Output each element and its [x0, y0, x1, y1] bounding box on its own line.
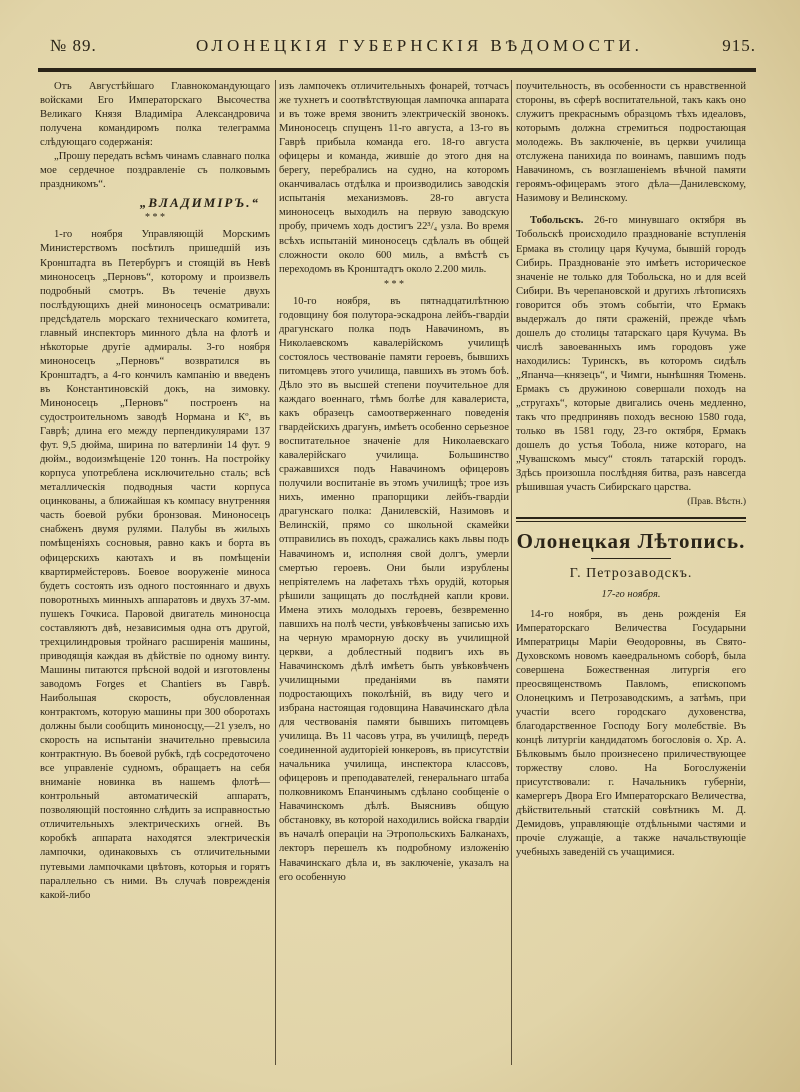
title-underline	[591, 558, 671, 559]
article-tobolsk	[516, 214, 746, 495]
section-rule	[516, 517, 746, 522]
page-number: 915.	[722, 36, 756, 55]
telegram-text: „Прошу передать всѣмъ чинамъ славнаго полка мое сердечное поздравленіе съ полковымъ праздникомъ“.	[40, 151, 270, 191]
header-rule	[38, 68, 756, 72]
article-pernov-continued: изъ лампочекъ отличительныхъ фонарей, тотчасъ же тухнетъ и соотвѣтствующая лампочка аппарата и въ тоже время звонитъ электрическій звонокъ. Миноносецъ спущенъ 11-го августа, а 13-го въ Гаврѣ прибыла команда его. 18-го августа офицеры и команда, жившіе до этого дня на берегу, перебрались на судно, на которомъ оканчивалась отдѣлка и производились заводскія испытанія механизмовъ. 28-го августа миноносецъ выходилъ на первую заводскую пробу, причемъ ходъ достигъ 22³/₄ узла. Во время всѣхъ испытаній миноносецъ сдѣлалъ въ общей сложности около 600 миль, а вмѣстѣ съ переходомъ въ Кронштадтъ около 2.200 миль.	[279, 81, 509, 275]
article-petrozavodsk: 14-го ноября, въ день рожденія Ея Императорскаго Величества Государыни Императрицы Маріи Ѳеодоровны, въ Свято-Духовскомъ новомъ каѳедральномъ соборѣ, была совершена Божественная литургія его преосвященствомъ Павломъ, епископомъ Олонецкимъ и Петрозаводскимъ, а затѣмъ, при участіи всего городскаго духовенства, благодарственное Господу Богу молебствіе. Въ концѣ литургіи кандидатомъ богословія о. Хр. А. Бѣлковымъ было произнесено приличествующее торжеству слово. На Богослуженіи присутствовали: г. Начальникъ губерніи, камергеръ Двора Его Императорскаго Величества, дѣйствительный статскій совѣтникъ М. Д. Демидовъ, управляющіе отдѣльными частями и прочіе служащіе, а также начальствующіе учебныхъ заведеній съ учащимися.	[516, 608, 746, 859]
issue-number: № 89.	[50, 36, 97, 55]
article-navachin: 10-го ноября, въ пятнадцатилѣтнюю годовщину боя полутора-эскадрона лейбъ-гвардіи драгунскаго полка подъ Навачиномъ, въ Николаевскомъ кавалерійскомъ училищѣ состоялось чествованіе памяти героевъ, бывшихъ питомцевъ этого училища, павшихъ въ этомъ боѣ. Дѣло это въ высшей степени поучительное для каждаго военнаго, тѣмъ болѣе для кавалериста, какъ образецъ самоотверженнаго поведенія гвардейскихъ драгунъ, имѣетъ особенно серьезное воспитательное значеніе для Николаевскаго кавалерійскаго училища. Большинство сражавшихся подъ Навачиномъ офицеровъ получили воспитаніе въ этомъ училищѣ; трое изъ нихъ, именно прапорщики лейбъ-гвардіи драгунскаго полка: Данилевскій, Назимовъ и Велинскій, прямо со школьной скамейки отправились въ походъ, сражались какъ львы подъ Навачиномъ и, исполняя свой долгъ, умерли смертью героевъ. Они были изрублены непріятелемъ на лафетахъ тѣхъ орудій, которыя рѣшили защищать до послѣдней капли крови. Имена этихъ молодыхъ героевъ, безвременно павшихъ на полѣ чести, увѣковѣчены записью ихъ на черную мраморную доску въ училищной церкви, а доблестный подвигъ ихъ въ Навачинскомъ дѣлѣ имѣетъ быть увѣковѣченъ училищными преданіями въ памяти подростающихъ поколѣній, въ виду чего и избрана настоящая годовщина Навачинскаго дѣла для чествованія памяти бывшихъ питомцевъ училища. Въ 11 часовъ утра, въ училищѣ, передъ соединенной аудиторіей юнкеровъ, въ присутствіи начальника училища, инспектора классовъ, офицеровъ и преподавателей, генеральнаго штаба полковникомъ Епанчинымъ сдѣлано сообщеніе о Навачинскомъ дѣлѣ. Выяснивъ общую обстановку, въ которой находились войска гвардіи въ началѣ операціи на Этропольскихъ Балканахъ, лекторъ перешелъ къ подробному изложенію Навачинскаго дѣла и, въ заключеніе, указалъ на его особенную	[279, 295, 509, 883]
column-2	[279, 80, 509, 885]
column-3	[516, 80, 746, 860]
telegram-intro: Отъ Августѣйшаго Главнокомандующаго войсками Его Императорскаго Высочества Великаго Князя Владиміра Александровича получена командиромъ полка телеграмма слѣдующаго содержанія:	[40, 81, 270, 149]
telegram-signature: „ВЛАДИМІРЪ.“	[139, 195, 260, 211]
article-navachin-continued: поучительность, въ особенности съ нравственной стороны, въ сферѣ воспитательной, такъ какъ оно служитъ прекраснымъ образцомъ тѣхъ идеаловъ, которымъ должна стремиться подростающая молодежь. Въ заключеніе, въ церкви училища отслужена панихида по воинамъ, павшимъ подъ Навачиномъ, съ возглашеніемъ вѣчной памяти героямъ-офицерамъ этого дѣла—Данилевскому, Назимову и Велинскому.	[516, 81, 746, 205]
column-divider	[275, 80, 276, 1065]
city-heading: Г. Петрозаводскъ.	[569, 566, 693, 582]
column-divider	[511, 80, 512, 1065]
section-asterisks: * * *	[145, 212, 165, 224]
page-header	[36, 36, 756, 60]
tobolsk-text: 26-го минувшаго октября въ Тобольскѣ происходило празднованіе вступленія Ермака въ столицу царя Кучума, бывшій городъ Сибирь. Празднованіе это имѣетъ историческое значеніе не только для Тобольска, но и для всей Сибири. Въ черепановской и другихъ лѣтописяхъ говорится объ этомъ событіи, что Ермакъ выдержалъ до пяти сраженій, прежде чѣмъ дошелъ до столицы татарскаго царя Кучума. Въ числѣ завоеванныхъ имъ городовъ уже находились: Туринскъ, въ которомъ сидѣлъ „Япанча—князецъ“, и Чимги, нынѣшняя Тюмень. Ермакъ съ дружиною совершали походъ на „стругахъ“, которые двигались очень медленно, такъ что предпринявъ походъ весною 1580 года, только въ 1581 году, 23-го октября, Ермакъ дошелъ до устья Тобола, ниже котораго, на „Чувашскомъ мысу“ стоялъ татарскій городъ. Здѣсь произошла послѣдняя битва, разъ навсегда рѣшившая участь Сибирскаго царства.	[516, 215, 747, 494]
newspaper-title: ОЛОНЕЦКІЯ ГУБЕРНСКІЯ ВѢДОМОСТИ.	[196, 36, 643, 55]
tobolsk-heading: Тобольскъ.	[530, 215, 584, 227]
section-asterisks: * * *	[384, 278, 404, 290]
column-1	[40, 80, 270, 903]
section-title: Олонецкая Лѣтопись.	[516, 529, 746, 554]
dateline: 17-го ноября.	[601, 588, 661, 600]
article-pernov: 1-го ноября Управляющій Морскимъ Министерствомъ посѣтилъ пришедшій изъ Кронштадта въ Петербургъ и стоящій въ Невѣ миноносецъ „Перновъ“, которому и произвелъ подробный смотръ. Въ теченіе двухъ послѣдующихъ дней миноносецъ осматривали: предсѣдатель морскаго техническаго комитета, главный инспекторъ минного дѣла на флотѣ и нѣкоторые другіе адмиралы. 3-го ноября миноносецъ „Перновъ“ возвратился въ Кронштадтъ, а 4-го кончилъ кампанію и введенъ въ Константиновскій докъ, на зимовку. Миноносецъ „Перновъ“ построенъ на судостроительномъ заводѣ Нормана и Кº, въ Гаврѣ; длина его между перпендикулярами 137 фут. 9,5 дюйма, ширина по ватерлиніи 14 фут. 9 дюйм., водоизмѣщеніе 120 тоннъ. На постройку корпуса употреблена исключительно сталь; всѣ металлическія подводныя части корпуса оцинкованы, а ближайшая къ компасу внутренняя часть боевой рубки бронзовая. Миноносецъ снабженъ двумя рулями. Палубы въ жилыхъ помѣщеніяхъ сосновыя, равно какъ и борта въ офицерскихъ каютахъ и въ помѣщеніи квартирмейстеровъ. Боевое вооруженіе миноса будетъ состоять изъ одного постояннаго и двухъ поворотныхъ минныхъ аппаратовъ и двухъ 37-мм. пушекъ Гочкиса. Паровой двигатель миноносца составляютъ двѣ, независимыя одна отъ другой, трехцилиндровыя тройнаго расширенія машины, приводящія каждая въ дѣйствіе по одному винту. Машины питаются прѣсной водой и изготовлены заводомъ Forges et Chantiers въ Гаврѣ. Наибольшая скорость, обусловленная контрактомъ, которую машины при 300 оборотахъ должны были сообщить миноносцу,—21 узелъ, но скорость на испытаніи значительно превысила контрактную. Въ боевой рубкѣ, гдѣ сосредоточено все управленіе судномъ, обращаетъ на себя вниманіе новинка въ нашемъ флотѣ—контрольный автоматическій аппаратъ, позволяющій постоянно слѣдить за исправностью отличительныхъ электрическихъ огней. Въ коробкѣ аппарата находятся электрическія лампочки, одинаковыхъ съ отличительными путевыми лампочками цвѣтовъ, которыя и горятъ параллельно съ ними. Въ случаѣ поврежденія какой-либо	[40, 229, 270, 901]
source-citation: (Прав. Вѣстн.)	[687, 497, 746, 508]
